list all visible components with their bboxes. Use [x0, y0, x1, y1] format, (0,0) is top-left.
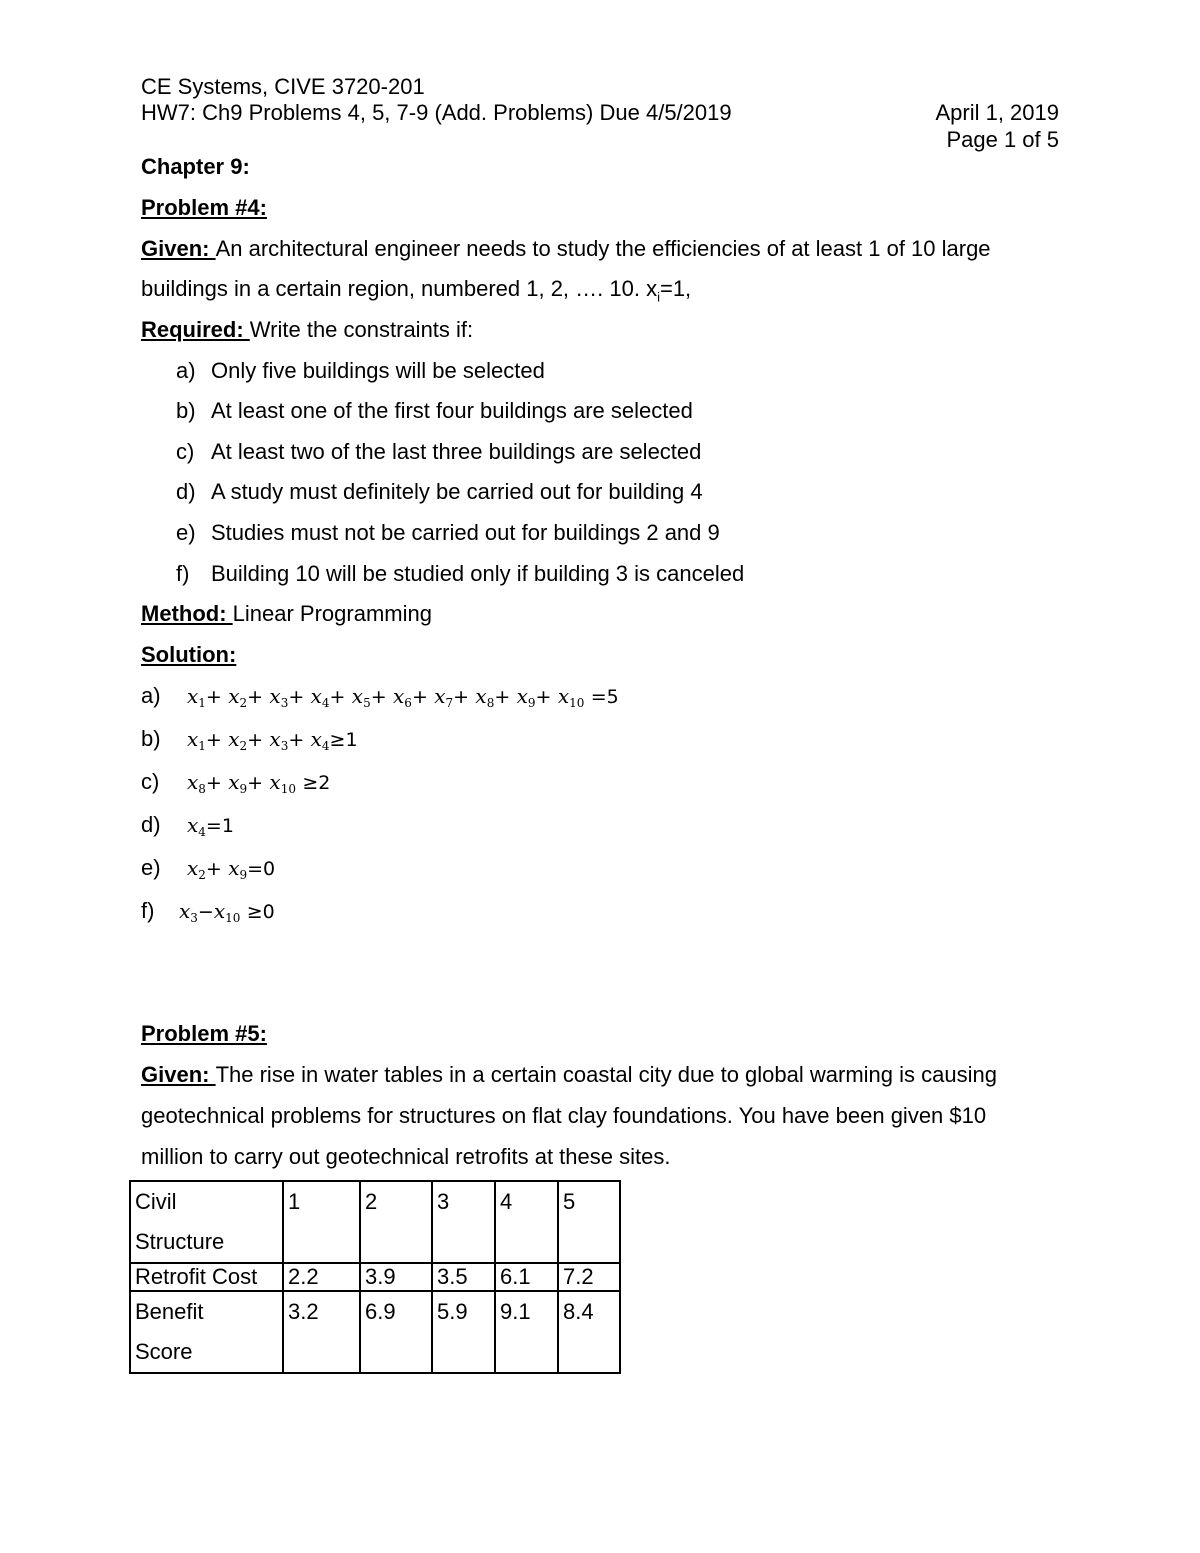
problem-4-given-line-1	[141, 236, 991, 262]
list-item-text: At least one of the first four buildings are selected	[211, 398, 693, 423]
assignment-title: HW7: Ch9 Problems 4, 5, 7-9 (Add. Problems) Due 4/5/2019	[141, 100, 732, 125]
solution-label: e)	[141, 855, 161, 880]
table-cell: 8.4	[558, 1291, 620, 1373]
table-cell: 6.1	[495, 1263, 558, 1291]
solution-e: e) $x_2+ x_9=0$	[141, 855, 276, 882]
table-cell: 4	[495, 1181, 558, 1263]
problem-4-required	[141, 317, 473, 343]
table-cell-label	[130, 1291, 283, 1373]
given-text-2: buildings in a certain region, numbered 1, 2, …. 10. x	[141, 276, 658, 301]
given-text: An architectural engineer needs to study the efficiencies of at least 1 of 10 large	[215, 236, 991, 261]
required-label: Required:	[141, 317, 250, 342]
table-cell: 2.2	[283, 1263, 360, 1291]
cell-text: Civil	[135, 1189, 177, 1214]
solution-label: a)	[141, 683, 161, 708]
solution-f: f) $x_3-x_{10} \ge 0$	[141, 898, 275, 925]
list-item-label: b)	[176, 398, 196, 423]
method-text: Linear Programming	[232, 601, 432, 626]
given-tail: =1,	[659, 276, 692, 301]
list-item-text: At least two of the last three buildings are selected	[211, 439, 702, 464]
chapter-heading: Chapter 9:	[141, 154, 250, 179]
solution-c: c) $x_8+ x_9+ x_{10} \ge 2$	[141, 769, 331, 796]
equation-rhs: ≥0	[246, 901, 275, 923]
given-text: The rise in water tables in a certain coastal city due to global warming is causing	[215, 1062, 997, 1087]
problem-4-given-line-2	[141, 276, 691, 304]
solution-label: f)	[141, 898, 155, 923]
equation-rhs: =5	[590, 686, 619, 708]
list-item-label: a)	[176, 358, 196, 383]
list-item-label: d)	[176, 479, 196, 504]
table-cell: 3.9	[360, 1263, 432, 1291]
list-item-text: Only five buildings will be selected	[211, 358, 545, 383]
table-cell: 2	[360, 1181, 432, 1263]
problem-4-title: Problem #4:	[141, 195, 267, 220]
retrofit-table	[129, 1180, 621, 1374]
list-item	[176, 358, 545, 384]
method-label: Method:	[141, 601, 233, 626]
list-item-label: c)	[176, 439, 195, 464]
list-item-text: Studies must not be carried out for buildings 2 and 9	[211, 520, 720, 545]
table-cell: 3.2	[283, 1291, 360, 1373]
table-cell: 5	[558, 1181, 620, 1263]
problem-5-given-line-2: geotechnical problems for structures on flat clay foundations. You have been given $10	[141, 1103, 987, 1128]
cell-text: Benefit	[135, 1299, 204, 1324]
solution-label: b)	[141, 726, 161, 751]
equation-rhs: ≥1	[329, 729, 358, 751]
problem-5-given-line-3: million to carry out geotechnical retrofits at these sites.	[141, 1144, 671, 1169]
table-row	[130, 1263, 620, 1291]
list-item	[176, 398, 693, 424]
list-item-text: Building 10 will be studied only if building 3 is canceled	[211, 561, 745, 586]
table-cell: 7.2	[558, 1263, 620, 1291]
list-item	[176, 520, 720, 546]
table-cell: 5.9	[432, 1291, 495, 1373]
list-item-label: e)	[176, 520, 196, 545]
list-item	[176, 561, 744, 587]
table-cell: 9.1	[495, 1291, 558, 1373]
solution-label: d)	[141, 812, 161, 837]
solution-heading: Solution:	[141, 642, 237, 667]
solution-a: a) $x_1+ x_2+ x_3+ x_4+ x_5+ x_6+ x_7+ x_8+ x_9+ x_{10} =5$	[141, 683, 619, 710]
given-label: Given:	[141, 1062, 216, 1087]
course-title: CE Systems, CIVE 3720-201	[141, 74, 425, 99]
table-cell: 3	[432, 1181, 495, 1263]
solution-d: d) $x_4=1$	[141, 812, 234, 839]
equation-rhs: =0	[247, 858, 276, 880]
table-cell: 1	[283, 1181, 360, 1263]
list-item-text: A study must definitely be carried out for building 4	[211, 479, 703, 504]
table-row	[130, 1291, 620, 1373]
list-item-label: f)	[176, 561, 190, 586]
solution-b: b) $x_1+ x_2+ x_3+ x_4\ge 1$	[141, 726, 358, 753]
header-date: April 1, 2019	[935, 100, 1059, 125]
equation-rhs: =1	[205, 815, 234, 837]
problem-5-given-line-1	[141, 1062, 997, 1088]
page-number: Page 1 of 5	[946, 127, 1059, 152]
solution-label: c)	[141, 769, 160, 794]
equation-rhs: ≥2	[302, 772, 331, 794]
given-subscript: i	[657, 289, 660, 305]
required-text: Write the constraints if:	[249, 317, 474, 342]
table-cell: 3.5	[432, 1263, 495, 1291]
list-item	[176, 439, 701, 465]
cell-text: Structure	[135, 1229, 225, 1254]
table-cell-label	[130, 1181, 283, 1263]
list-item	[176, 479, 703, 505]
table-cell-label: Retrofit Cost	[130, 1263, 283, 1291]
given-label: Given:	[141, 236, 216, 261]
problem-4-method	[141, 601, 432, 627]
cell-text: Score	[135, 1339, 193, 1364]
table-row	[130, 1181, 620, 1263]
table-cell: 6.9	[360, 1291, 432, 1373]
problem-5-title: Problem #5:	[141, 1021, 267, 1046]
